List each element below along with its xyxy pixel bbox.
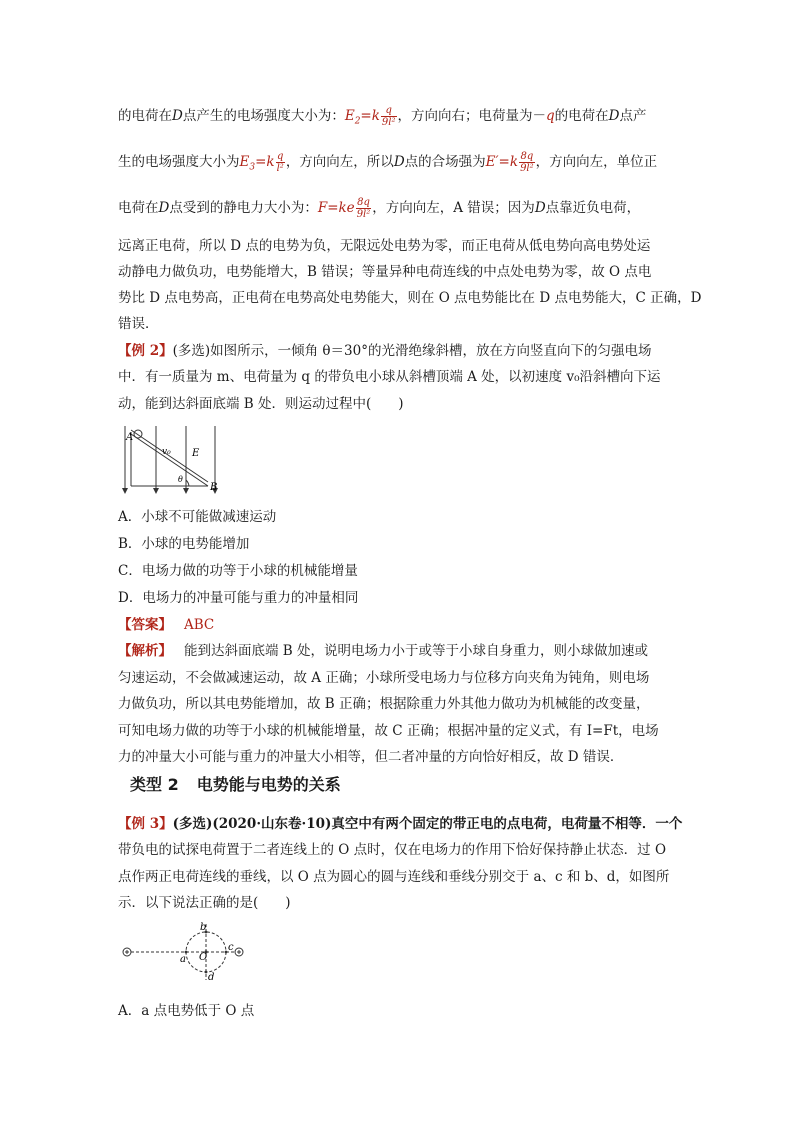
example-3-line-3: 点作两正电荷连线的垂线，以 O 点为圆心的圆与连线和垂线分别交于 a、c 和 b、d，如图所	[118, 869, 670, 885]
text: D	[534, 200, 546, 216]
label-d: d	[208, 972, 215, 982]
text: 的电荷在	[118, 108, 172, 124]
point-d	[205, 971, 208, 974]
section-title: 电势能与电势的关系	[196, 775, 341, 794]
example-tag: 【例 3】	[118, 816, 173, 832]
text: 能到达斜面底端 B 处，说明电场力小于或等于小球自身重力，则小球做加速或	[184, 643, 649, 659]
text: 点产	[619, 108, 647, 124]
analysis-2-line-1	[118, 639, 648, 659]
label-b: B	[210, 482, 218, 493]
analysis-line-4: 远离正电荷，所以 D 点的电势为负，无限远处电势为零，而正电荷从低电势向高电势处运	[118, 238, 651, 254]
analysis-line-7: 错误．	[118, 316, 159, 332]
option-d: D．电场力的冲量可能与重力的冲量相同	[118, 590, 359, 606]
text: D	[393, 154, 405, 170]
text: (多选)(2020·山东卷·10)真空中有两个固定的带正电的点电荷，电荷量不相等．一个	[172, 816, 683, 832]
example-3-line-2: 带负电的试探电荷置于二者连线上的 O 点时，仅在电场力的作用下恰好保持静止状态．过 O	[118, 842, 667, 858]
example-3-line-1	[118, 812, 682, 832]
section-heading	[130, 772, 359, 795]
analysis-2-line-3: 力做负功，所以其电势能增加，故 B 正确；根据除重力外其他力做功为机械能的改变量，	[118, 696, 650, 712]
label-c: c	[228, 942, 234, 953]
incline-figure	[116, 424, 226, 496]
label-o: O	[199, 952, 208, 963]
option-b: B．小球的电势能增加	[118, 536, 250, 552]
analysis-line-5: 动静电力做负功，电势能增大，B 错误；等量异种电荷连线的中点处电势为零，故 O 点电	[118, 264, 652, 280]
example-2-line-2: 中．有一质量为 m、电荷量为 q 的带负电小球从斜槽顶端 A 处，以初速度 v₀沿斜槽向下运	[118, 369, 661, 385]
text: 生的电场强度大小为	[118, 154, 240, 170]
text: 电荷在	[118, 200, 159, 216]
analysis-2-line-4: 可知电场力做的功等于小球的机械能增量，故 C 正确；根据冲量的定义式，有 I=Ft，电场	[118, 723, 659, 739]
example-tag: 【例 2】	[118, 343, 173, 359]
label-a: A	[126, 432, 134, 443]
formula-f: F=ke $\frac{8q}{\text{9l²}}$	[317, 197, 371, 220]
text: ，方向向左，单位正	[535, 154, 658, 170]
text: 点靠近负电荷，	[545, 200, 641, 216]
analysis-tag: 【解析】	[118, 643, 172, 659]
option-a: A．小球不可能做减速运动	[118, 509, 277, 525]
analysis-2-line-2: 匀速运动，不会做减速运动，故 A 正确；小球所受电场力与位移方向夹角为钝角，则电场	[118, 670, 650, 686]
analysis-line-1	[118, 104, 646, 128]
answer-value: ABC	[184, 617, 215, 633]
analysis-line-3	[118, 196, 640, 220]
analysis-2-line-5: 力的冲量大小可能与重力的冲量大小相等，但二者冲量的方向恰好相反，故 D 错误．	[118, 749, 624, 765]
label-theta: θ	[178, 475, 183, 484]
label-v0: v₀	[162, 447, 171, 457]
point-a	[185, 951, 188, 954]
answer-tag: 【答案】	[118, 617, 172, 633]
point-c	[225, 951, 228, 954]
analysis-line-2	[118, 150, 657, 174]
arrow-down-icon	[183, 488, 189, 494]
formula-e-prime: E′=k $\frac{8q}{\text{9l²}}$	[485, 151, 534, 174]
example-3-line-4: 示．以下说法正确的是( )	[118, 895, 291, 911]
ball	[134, 430, 142, 438]
text: ，方向向右；电荷量为－	[397, 108, 546, 124]
example-3-option-a: A．a 点电势低于 O 点	[118, 1003, 255, 1019]
text: 点的合场强为	[404, 154, 486, 170]
answer-line	[118, 613, 214, 633]
arrow-down-icon	[122, 488, 128, 494]
example-2-line-3: 动，能到达斜面底端 B 处．则运动过程中( )	[118, 396, 404, 412]
text: ，方向向左，A 错误；因为	[372, 200, 535, 216]
label-e: E	[192, 448, 200, 459]
text: 的电荷在	[554, 108, 609, 124]
text: D	[172, 108, 183, 124]
option-c: C．电场力做的功等于小球的机械能增量	[118, 563, 358, 579]
example-2-line-1	[118, 339, 651, 359]
analysis-line-6: 势比 D 点电势高，正电荷在电势高处电势能大，则在 O 点电势能比在 D 点电势能大，C 正确，D	[118, 290, 702, 306]
incline-slope	[131, 434, 208, 486]
text: D	[608, 108, 620, 124]
section-label: 类型 2	[130, 775, 179, 794]
formula-e2: $E_2=k$ $\frac{q}{\text{9l²}}$	[344, 105, 396, 128]
text: (多选)如图所示，一倾角 θ＝30°的光滑绝缘斜槽，放在方向竖直向下的匀强电场	[172, 343, 652, 359]
formula-e3: $E_3=k$ $\frac{q}{\text{l²}}$	[239, 151, 284, 174]
text: 点受到的静电力大小为：	[169, 200, 318, 216]
label-a: a	[180, 954, 186, 965]
text: D	[158, 200, 170, 216]
charges-figure	[118, 920, 248, 982]
arrow-down-icon	[153, 488, 159, 494]
label-b: b	[200, 922, 207, 933]
text: ，方向向左，所以	[285, 154, 394, 170]
text: q	[546, 108, 555, 124]
text: 点产生的电场强度大小为：	[182, 108, 345, 124]
